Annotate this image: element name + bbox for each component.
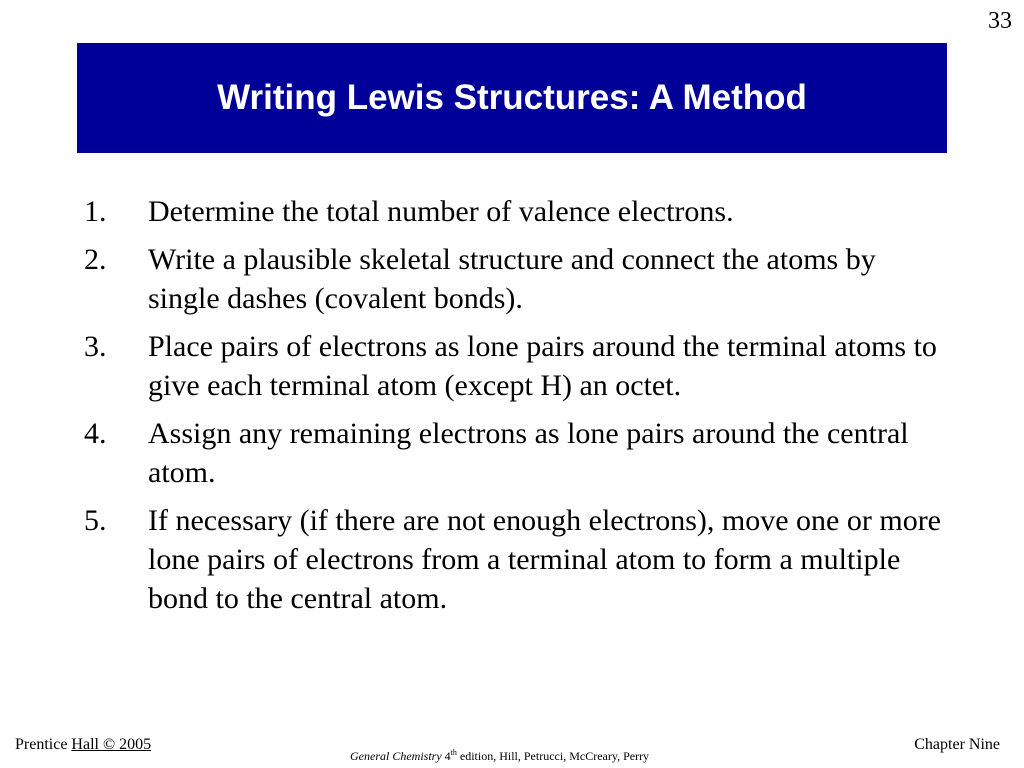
step-text: If necessary (if there are not enough electrons), move one or more lone pairs of electrons from a terminal atom to form a multiple bond to the central atom. bbox=[148, 504, 941, 615]
book-title: General Chemistry bbox=[350, 749, 442, 763]
step-text: Write a plausible skeletal structure and connect the atoms by single dashes (covalent bonds). bbox=[148, 243, 876, 315]
title-bar bbox=[77, 43, 947, 153]
step-item bbox=[84, 240, 944, 318]
step-number: 3. bbox=[84, 330, 107, 363]
step-text: Assign any remaining electrons as lone pairs around the central atom. bbox=[148, 417, 909, 489]
footer-prefix: Prentice bbox=[15, 736, 72, 753]
step-item bbox=[84, 414, 944, 492]
publisher-link[interactable]: Hall © 2005 bbox=[71, 736, 152, 753]
slide-number: 33 bbox=[988, 8, 1012, 34]
step-text: Determine the total number of valence electrons. bbox=[148, 195, 734, 228]
step-item bbox=[84, 192, 944, 231]
footer-publisher bbox=[15, 736, 151, 754]
edition-number: 4 bbox=[444, 749, 451, 763]
slide-title: Writing Lewis Structures: A Method bbox=[217, 78, 807, 117]
footer-chapter: Chapter Nine bbox=[914, 736, 1000, 753]
step-item bbox=[84, 501, 944, 618]
step-number: 5. bbox=[84, 504, 107, 537]
step-item bbox=[84, 327, 944, 405]
edition-authors: edition, Hill, Petrucci, McCreary, Perry bbox=[456, 749, 650, 763]
step-number: 2. bbox=[84, 243, 107, 276]
steps-list bbox=[84, 192, 944, 627]
step-number: 4. bbox=[84, 417, 107, 450]
step-text: Place pairs of electrons as lone pairs around the terminal atoms to give each terminal atom (except H) an octet. bbox=[148, 330, 937, 402]
step-number: 1. bbox=[84, 195, 107, 228]
edition-suffix: th bbox=[450, 748, 457, 757]
footer-citation bbox=[350, 748, 649, 764]
